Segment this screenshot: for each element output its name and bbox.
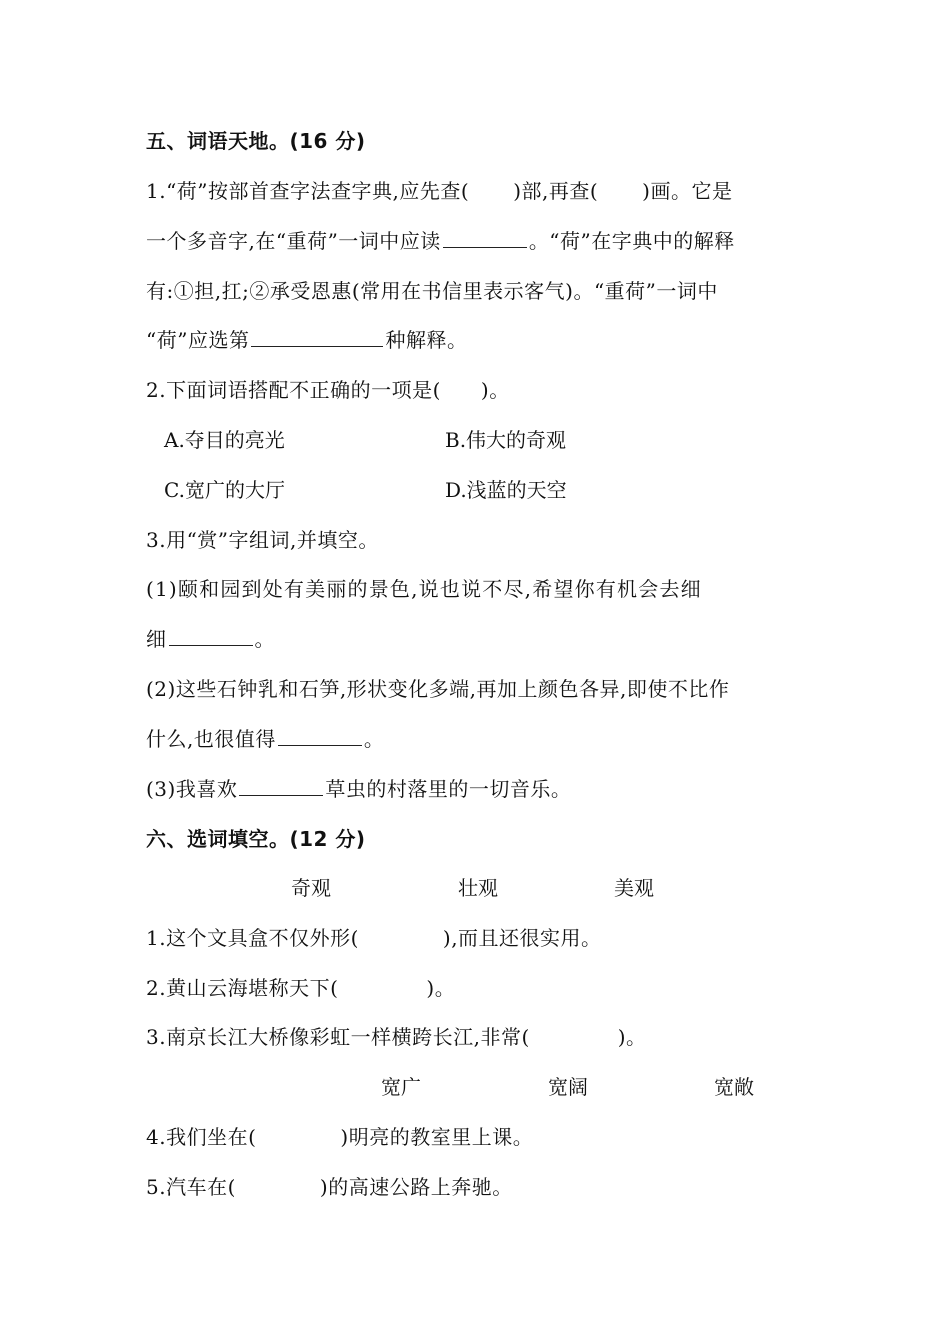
s5-q1-line2: 一个多音字,在“重荷”一词中应读 。“荷”在字典中的解释: [146, 229, 735, 253]
s5-q3-p3: (3)我喜欢 草虫的村落里的一切音乐。: [146, 777, 572, 801]
word-choice: 奇观: [291, 876, 331, 900]
answer-blank[interactable]: [443, 227, 527, 248]
word-choice: 宽敞: [714, 1075, 754, 1099]
word-choice: 美观: [614, 876, 654, 900]
s5-q1-line4: “荷”应选第 种解释。: [146, 328, 468, 352]
answer-blank[interactable]: [239, 775, 323, 796]
answer-blank[interactable]: [278, 725, 362, 746]
s5-q2-stem: 2.下面词语搭配不正确的一项是( )。: [146, 378, 510, 402]
s5-q1-line3: 有:①担,扛;②承受恩惠(常用在书信里表示客气)。“重荷”一词中: [146, 279, 718, 303]
option-d[interactable]: D.浅蓝的天空: [445, 478, 567, 502]
s5-q1-line1: 1.“荷”按部首查字法查字典,应先查( )部,再查( )画。它是: [146, 179, 733, 203]
s6-q5: 5.汽车在( )的高速公路上奔驰。: [146, 1175, 513, 1199]
s6-q1: 1.这个文具盒不仅外形( ),而且还很实用。: [146, 926, 602, 950]
s6-q3: 3.南京长江大桥像彩虹一样横跨长江,非常( )。: [146, 1025, 647, 1049]
section5-title: 五、词语天地。(16 分): [146, 129, 366, 153]
s6-q2: 2.黄山云海堪称天下( )。: [146, 976, 456, 1000]
s5-q3-p2-line2: 什么,也很值得 。: [146, 727, 385, 751]
section6-title: 六、选词填空。(12 分): [146, 827, 366, 851]
word-choice: 宽广: [381, 1075, 421, 1099]
answer-blank[interactable]: [251, 326, 383, 347]
option-a[interactable]: A.夺目的亮光: [164, 428, 285, 452]
word-choice: 宽阔: [548, 1075, 588, 1099]
answer-blank[interactable]: [169, 625, 253, 646]
s5-q3-p1-line2: 细 。: [146, 627, 275, 651]
s5-q3-stem: 3.用“赏”字组词,并填空。: [146, 528, 379, 552]
word-choice: 壮观: [458, 876, 498, 900]
option-c[interactable]: C.宽广的大厅: [164, 478, 285, 502]
option-b[interactable]: B.伟大的奇观: [445, 428, 567, 452]
s5-q3-p1-line1: (1)颐和园到处有美丽的景色,说也说不尽,希望你有机会去细: [146, 577, 702, 601]
s6-q4: 4.我们坐在( )明亮的教室里上课。: [146, 1125, 534, 1149]
s5-q3-p2-line1: (2)这些石钟乳和石笋,形状变化多端,再加上颜色各异,即使不比作: [146, 677, 730, 701]
